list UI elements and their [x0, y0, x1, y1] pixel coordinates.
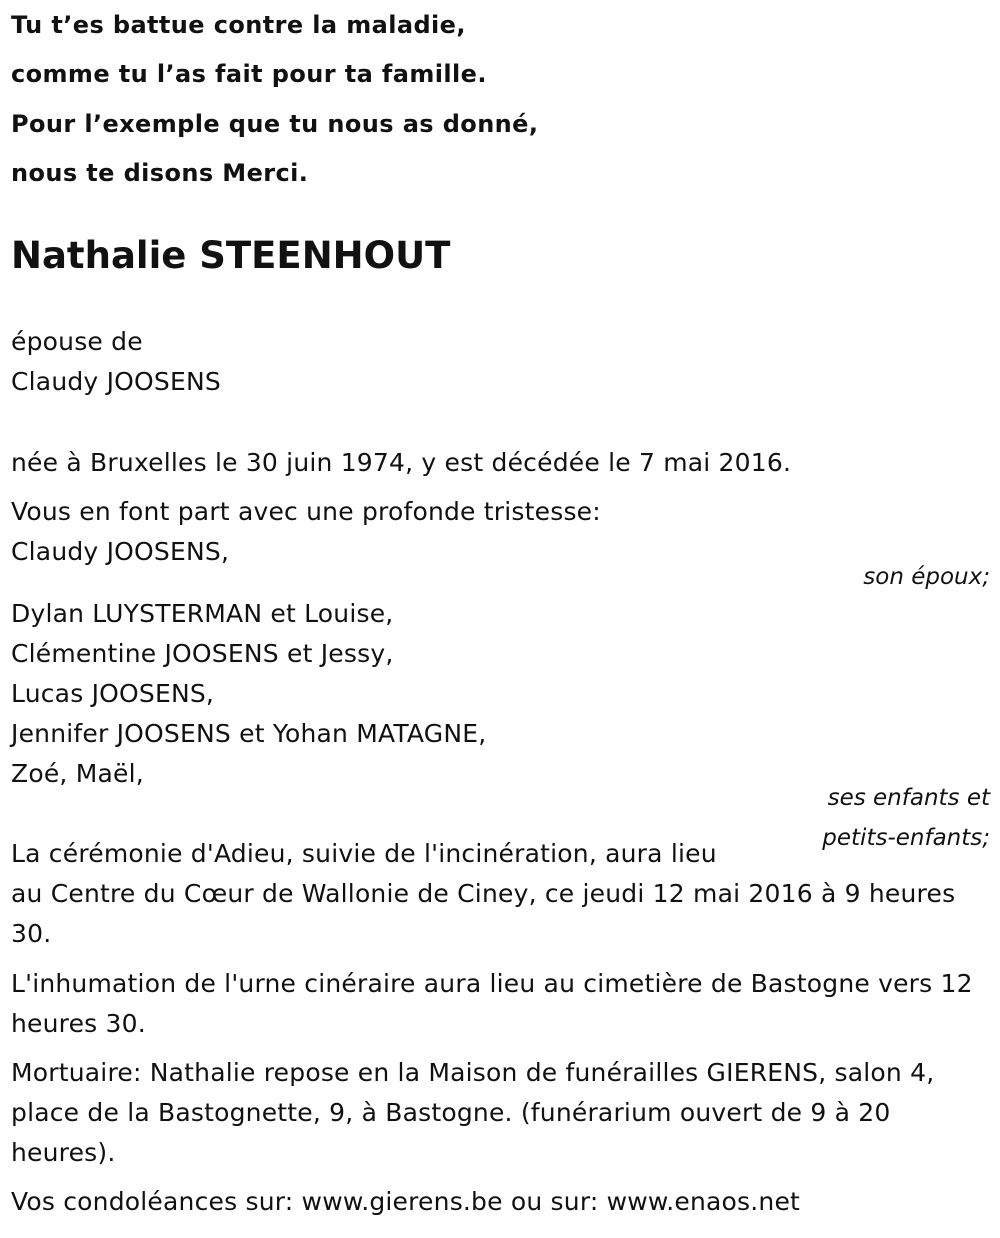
announcement-intro: Vous en font part avec une profonde tristesse: — [11, 497, 601, 526]
poem-line-3: Pour l’exemple que tu nous as donné, — [11, 110, 539, 138]
child-line: Dylan LUYSTERMAN et Louise, — [11, 599, 394, 628]
child-line: Lucas JOOSENS, — [11, 679, 215, 708]
child-line: Zoé, Maël, — [11, 759, 144, 788]
poem-line-4: nous te disons Merci. — [11, 159, 309, 187]
ceremony-line-1: La cérémonie d'Adieu, suivie de l'incinération, aura lieu — [11, 839, 717, 868]
poem-line-2: comme tu l’as fait pour ta famille. — [11, 60, 487, 88]
spouse-name: Claudy JOOSENS — [11, 367, 221, 396]
poem-line-1: Tu t’es battue contre la maladie, — [11, 11, 466, 39]
children-role-label-2: petits-enfants; — [822, 825, 990, 851]
burial-paragraph: L'inhumation de l'urne cinéraire aura lieu au cimetière de Bastogne vers 12 heures 30. — [11, 969, 973, 1038]
mortuary-paragraph: Mortuaire: Nathalie repose en la Maison de funérailles GIERENS, salon 4, place de la Bastognette, 9, à Bastogne. (funérarium ouvert de 9 à 20 heures). — [11, 1058, 935, 1167]
condolences-line: Vos condoléances sur: www.gierens.be ou sur: www.enaos.net — [11, 1187, 801, 1216]
birth-death-line: née à Bruxelles le 30 juin 1974, y est décédée le 7 mai 2016. — [11, 448, 792, 477]
children-role-label-1: ses enfants et — [827, 785, 990, 811]
announcement-spouse: Claudy JOOSENS, — [11, 537, 230, 566]
spouse-role-label: son époux; — [863, 564, 990, 590]
ceremony-rest: au Centre du Cœur de Wallonie de Ciney, ce jeudi 12 mai 2016 à 9 heures 30. — [11, 879, 956, 948]
child-line: Jennifer JOOSENS et Yohan MATAGNE, — [11, 719, 487, 748]
spouse-intro: épouse de — [11, 327, 143, 356]
deceased-name: Nathalie STEENHOUT — [11, 234, 451, 277]
child-line: Clémentine JOOSENS et Jessy, — [11, 639, 394, 668]
